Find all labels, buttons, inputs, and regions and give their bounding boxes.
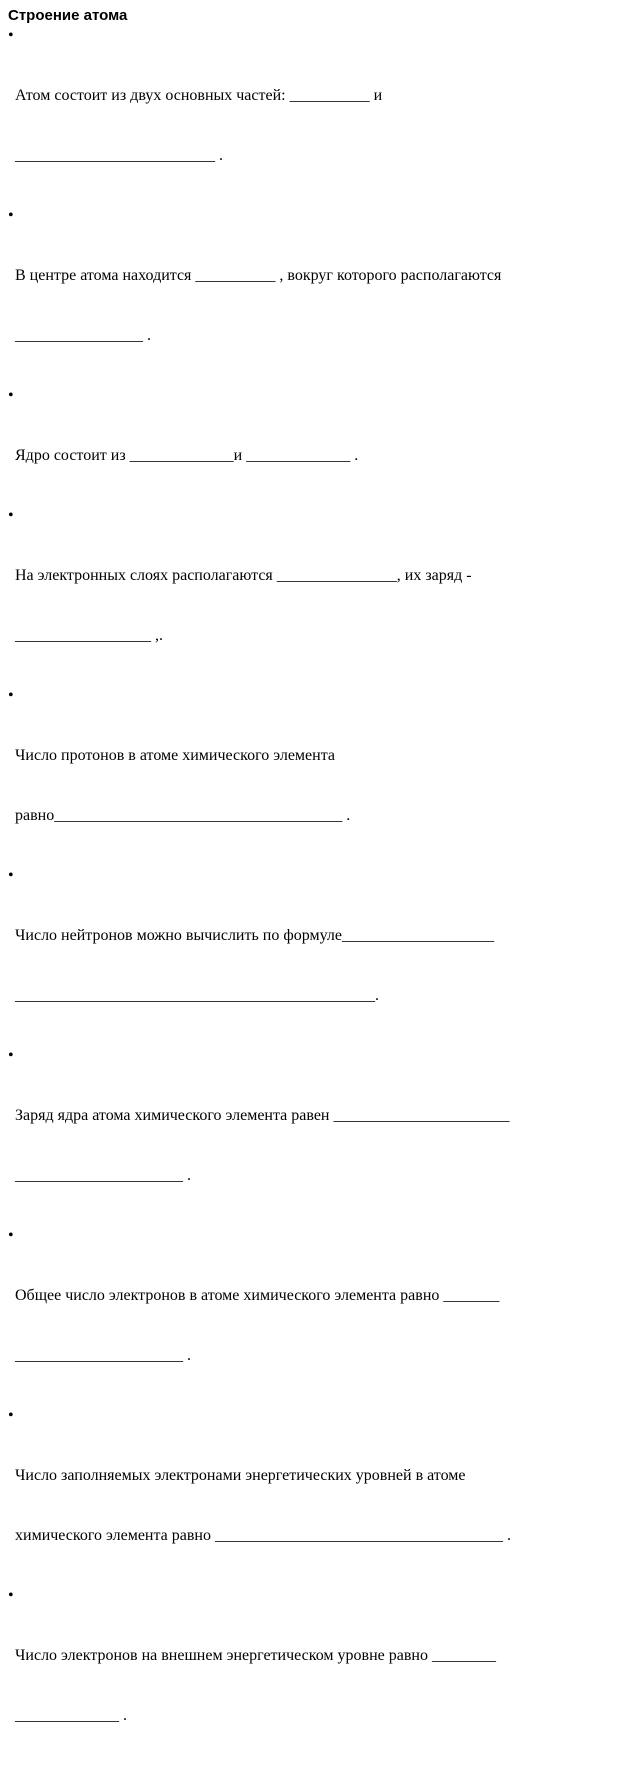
- bullet-icon: •: [8, 27, 14, 44]
- bullet-icon: •: [8, 1587, 14, 1604]
- question-item-8: [8, 1226, 634, 1406]
- question-item-10: [8, 1586, 634, 1766]
- question-line: На электронных слоях располагаются _______________, их заряд -: [15, 567, 472, 584]
- question-line: Ядро состоит из _____________и _____________ .: [15, 447, 359, 464]
- question-line: Атом состоит из двух основных частей: __________ и: [15, 87, 383, 104]
- question-line: _____________________ .: [15, 1347, 191, 1364]
- question-line: Число электронов на внешнем энергетическом уровне равно ________: [15, 1647, 496, 1664]
- question-list: [8, 26, 634, 1766]
- bullet-icon: •: [8, 1407, 14, 1424]
- bullet-icon: •: [8, 687, 14, 704]
- question-item-3: [8, 386, 634, 506]
- question-line: _________________ ,.: [15, 627, 163, 644]
- question-line: Число заполняемых электронами энергетических уровней в атоме: [15, 1467, 466, 1484]
- question-line: В центре атома находится __________ , вокруг которого располагаются: [15, 267, 502, 284]
- question-line: _____________________ .: [15, 1167, 191, 1184]
- question-item-1: [8, 26, 634, 206]
- question-item-4: [8, 506, 634, 686]
- question-line: Число нейтронов можно вычислить по формуле___________________: [15, 927, 494, 944]
- question-line: Заряд ядра атома химического элемента равен ______________________: [15, 1107, 510, 1124]
- question-line: равно____________________________________ .: [15, 807, 351, 824]
- bullet-icon: •: [8, 1227, 14, 1244]
- question-line: _____________ .: [15, 1707, 127, 1724]
- question-item-5: [8, 686, 634, 866]
- question-item-6: [8, 866, 634, 1046]
- question-line: химического элемента равно ____________________________________ .: [15, 1527, 511, 1544]
- question-line: ________________ .: [15, 327, 151, 344]
- worksheet-title: Строение атома: [8, 7, 128, 24]
- bullet-icon: •: [8, 507, 14, 524]
- question-line: Число протонов в атоме химического элемента: [15, 747, 336, 764]
- question-line: Общее число электронов в атоме химического элемента равно _______: [15, 1287, 500, 1304]
- question-item-2: [8, 206, 634, 386]
- question-line: _____________________________________________.: [15, 987, 379, 1004]
- bullet-icon: •: [8, 867, 14, 884]
- bullet-icon: •: [8, 387, 14, 404]
- bullet-icon: •: [8, 1047, 14, 1064]
- question-line: _________________________ .: [15, 147, 223, 164]
- bullet-icon: •: [8, 207, 14, 224]
- worksheet: [8, 6, 634, 1766]
- question-item-9: [8, 1406, 634, 1586]
- question-item-7: [8, 1046, 634, 1226]
